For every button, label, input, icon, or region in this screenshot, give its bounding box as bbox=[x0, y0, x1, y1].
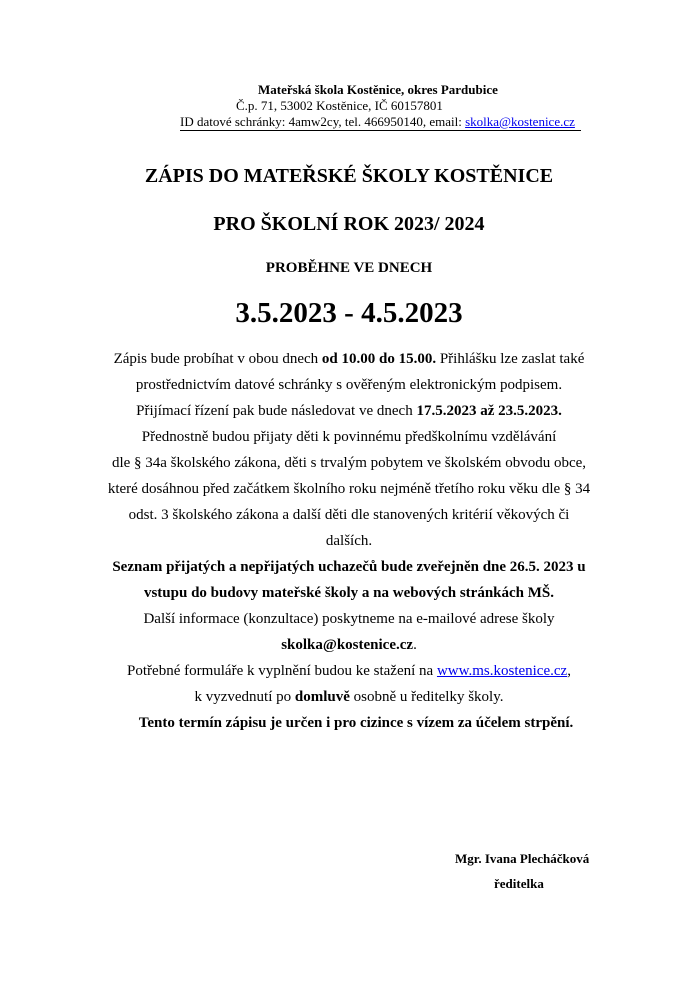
text: Seznam přijatých a nepřijatých uchazečů bude zveřejněn dne 26.5. 2023 u bbox=[112, 559, 586, 575]
text: Přihlášku lze zaslat také bbox=[436, 351, 585, 367]
signature-name: Mgr. Ivana Plecháčková bbox=[455, 851, 590, 866]
hours: od 10.00 do 15.00. bbox=[321, 351, 437, 367]
body-line bbox=[60, 632, 638, 658]
body-text bbox=[60, 346, 638, 736]
text: , bbox=[567, 663, 571, 679]
text: k vyzvednutí po bbox=[194, 689, 295, 705]
enrollment-dates: 3.5.2023 - 4.5.2023 bbox=[235, 297, 463, 329]
text: vstupu do budovy mateřské školy a na webových stránkách MŠ. bbox=[143, 585, 555, 601]
title-line-1: ZÁPIS DO MATEŘSKÉ ŠKOLY KOSTĚNICE bbox=[144, 165, 554, 187]
body-line: dle § 34a školského zákona, děti s trvalým pobytem ve školském obvodu obce, bbox=[111, 455, 587, 471]
signature-role: ředitelka bbox=[494, 876, 544, 891]
subtitle: PROBĚHNE VE DNECH bbox=[265, 260, 433, 276]
header-email-link[interactable]: skolka@kostenice.cz bbox=[465, 114, 575, 129]
text: Zápis bude probíhat v obou dnech bbox=[113, 351, 322, 367]
signature-block bbox=[455, 846, 589, 896]
text: . bbox=[413, 637, 417, 653]
text: Tento termín zápisu je určen i pro cizince s vízem za účelem strpění. bbox=[138, 715, 574, 731]
text: osobně u ředitelky školy. bbox=[349, 689, 504, 705]
body-line: odst. 3 školského zákona a další děti dle stanovených kritérií věkových či bbox=[128, 507, 570, 523]
title-line-2: PRO ŠKOLNÍ ROK 2023/ 2024 bbox=[213, 213, 485, 235]
body-line: které dosáhnou před začátkem školního roku nejméně třetího roku věku dle § 34 bbox=[107, 481, 591, 497]
school-name: Mateřská škola Kostěnice, okres Pardubice bbox=[258, 82, 498, 97]
contact-email: skolka@kostenice.cz bbox=[281, 637, 414, 653]
body-line bbox=[60, 398, 638, 424]
school-contact bbox=[180, 113, 581, 131]
text: domluvě bbox=[294, 689, 350, 705]
admission-dates: 17.5.2023 až 23.5.2023. bbox=[416, 403, 562, 419]
body-line bbox=[60, 658, 638, 684]
website-link[interactable]: www.ms.kostenice.cz bbox=[436, 663, 568, 679]
text: Potřebné formuláře k vyplnění budou ke stažení na bbox=[127, 663, 437, 679]
body-line: dalších. bbox=[325, 533, 373, 549]
body-line bbox=[60, 684, 638, 710]
body-line-bold bbox=[60, 580, 638, 606]
body-line: Další informace (konzultace) poskytneme na e-mailové adrese školy bbox=[143, 611, 555, 627]
contact-text: ID datové schránky: 4amw2cy, tel. 466950140, email: bbox=[180, 114, 466, 129]
body-line bbox=[60, 346, 638, 372]
text: Přijímací řízení pak bude následovat ve dnech bbox=[136, 403, 417, 419]
school-address: Č.p. 71, 53002 Kostěnice, IČ 60157801 bbox=[236, 98, 443, 113]
body-line: prostřednictvím datové schránky s ověřeným elektronickým podpisem. bbox=[135, 377, 563, 393]
body-line-bold bbox=[60, 710, 638, 736]
body-line-bold bbox=[60, 554, 638, 580]
body-line: Přednostně budou přijaty děti k povinnému předškolnímu vzdělávání bbox=[141, 429, 557, 445]
